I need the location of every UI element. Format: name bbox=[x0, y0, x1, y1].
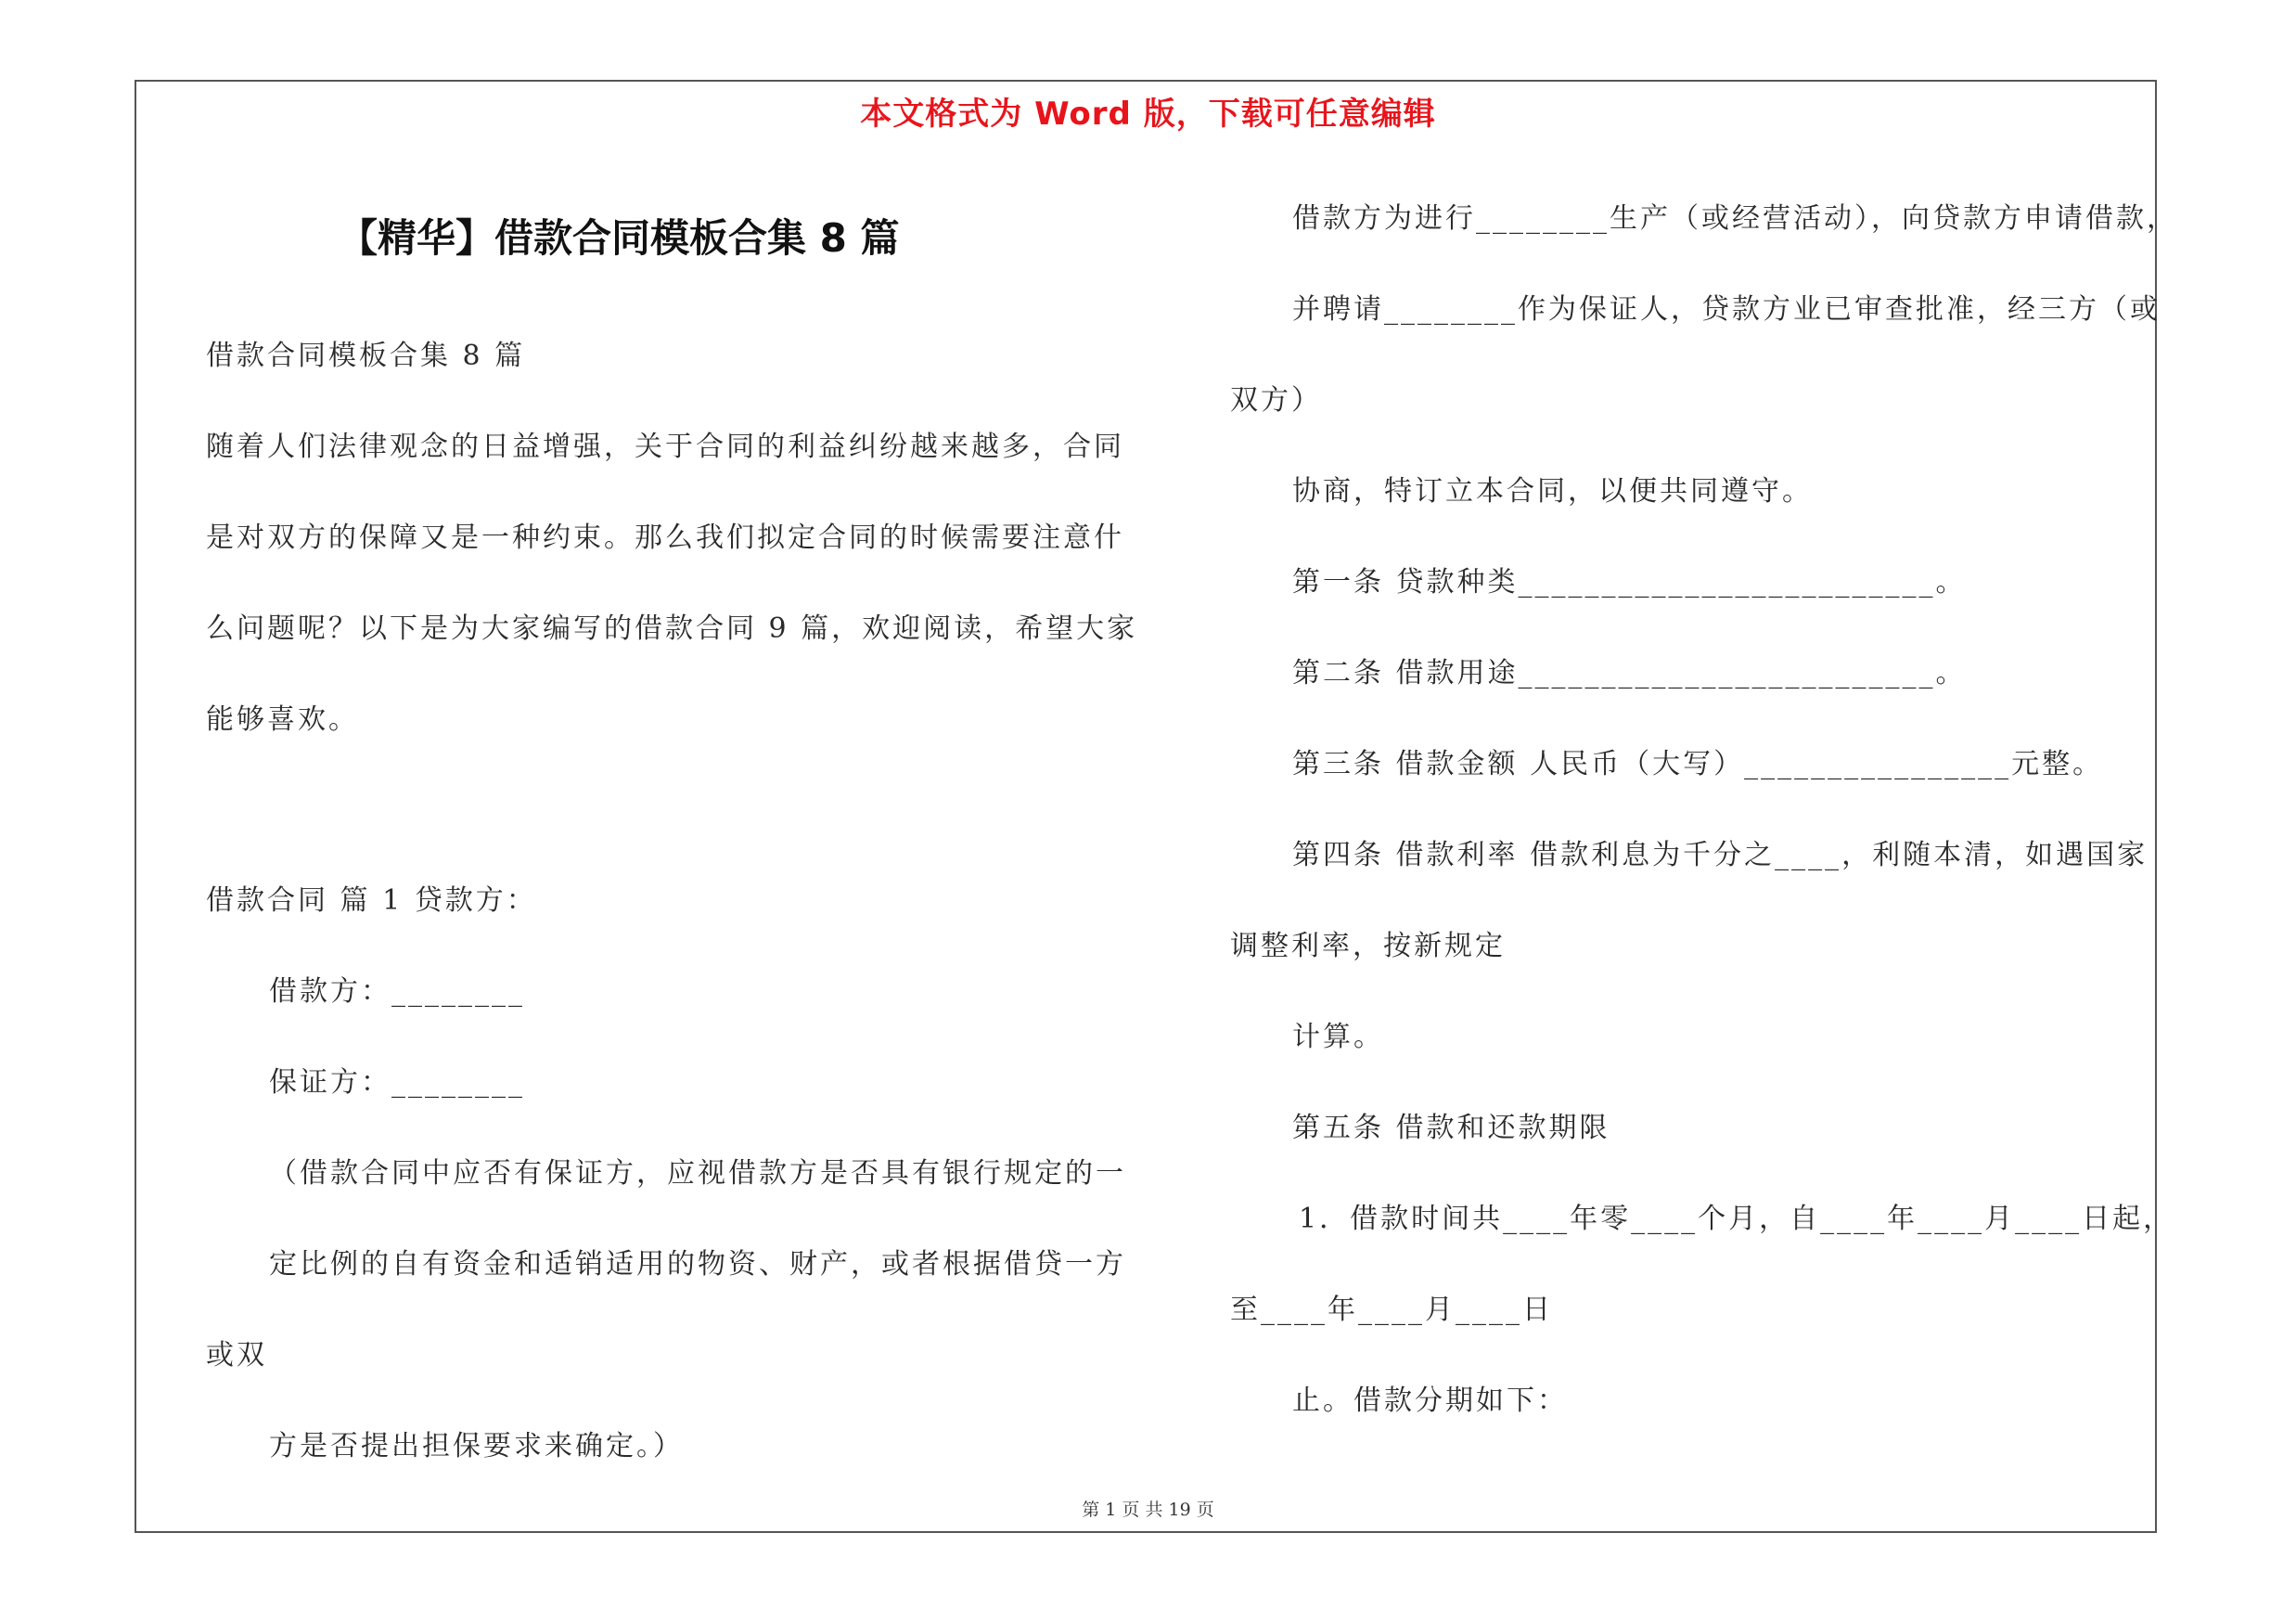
right-line-3: 双方） bbox=[1230, 384, 1322, 417]
clause-5-item-1-continued: 至____年____月____日 bbox=[1230, 1294, 1553, 1326]
clause-3-loan-amount: 第三条 借款金额 人民币（大写）________________元整。 bbox=[1292, 748, 2104, 780]
intro-line-3: 么问题呢？以下是为大家编写的借款合同 9 篇，欢迎阅读，希望大家 bbox=[206, 612, 1138, 645]
note-line-4: 方是否提出担保要求来确定。） bbox=[269, 1430, 684, 1462]
clause-4-continued: 调整利率，按新规定 bbox=[1230, 930, 1506, 962]
borrower-line: 借款方：________ bbox=[269, 975, 525, 1008]
right-line-2: 并聘请________作为保证人，贷款方业已审查批准，经三方（或 bbox=[1292, 293, 2161, 326]
clause-5-item-1: 1．借款时间共____年零____个月，自____年____月____日起， bbox=[1299, 1203, 2174, 1235]
intro-line-4: 能够喜欢。 bbox=[206, 703, 359, 736]
note-line-1: （借款合同中应否有保证方，应视借款方是否具有银行规定的一 bbox=[269, 1157, 1126, 1190]
clause-4-interest-rate: 第四条 借款利率 借款利息为千分之____，利随本清，如遇国家 bbox=[1292, 839, 2148, 871]
guarantor-line: 保证方：________ bbox=[269, 1066, 525, 1099]
intro-line-1: 随着人们法律观念的日益增强，关于合同的利益纠纷越来越多，合同 bbox=[206, 431, 1124, 463]
document-title: 【精华】借款合同模板合集 8 篇 bbox=[339, 215, 900, 261]
intro-line-2: 是对双方的保障又是一种约束。那么我们拟定合同的时候需要注意什 bbox=[206, 522, 1124, 554]
word-format-banner: 本文格式为 Word 版，下载可任意编辑 bbox=[860, 96, 1436, 133]
right-line-1: 借款方为进行________生产（或经营活动），向贷款方申请借款， bbox=[1292, 202, 2177, 235]
page-number-footer: 第 1 页 共 19 页 bbox=[1082, 1500, 1214, 1520]
note-line-3: 或双 bbox=[206, 1339, 267, 1372]
note-line-2: 定比例的自有资金和适销适用的物资、财产，或者根据借贷一方 bbox=[269, 1248, 1126, 1281]
right-line-4: 协商，特订立本合同，以便共同遵守。 bbox=[1292, 475, 1813, 508]
clause-2-loan-purpose: 第二条 借款用途_________________________。 bbox=[1292, 657, 1967, 689]
clause-4-end: 计算。 bbox=[1292, 1021, 1384, 1053]
subtitle: 借款合同模板合集 8 篇 bbox=[206, 340, 526, 372]
clause-1-loan-type: 第一条 贷款种类_________________________。 bbox=[1292, 566, 1967, 599]
clause-5-term: 第五条 借款和还款期限 bbox=[1292, 1112, 1610, 1144]
clause-5-installments: 止。借款分期如下： bbox=[1292, 1385, 1568, 1417]
section-heading: 借款合同 篇 1 贷款方： bbox=[206, 884, 537, 917]
